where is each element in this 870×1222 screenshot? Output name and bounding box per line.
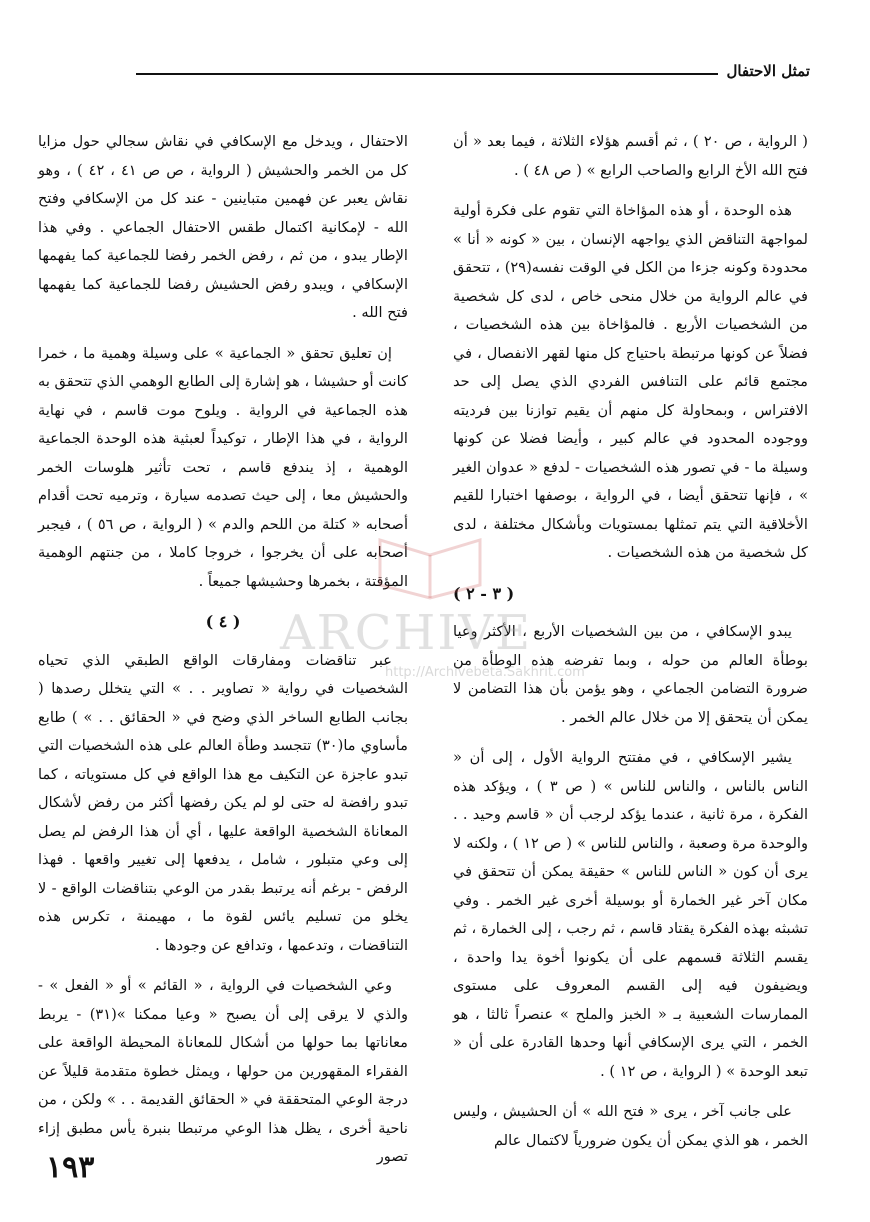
- section-heading: ( ٣ - ٢ ): [453, 583, 515, 603]
- section-heading: ( ٤ ): [205, 612, 241, 631]
- paragraph: وعي الشخصيات في الرواية ، « القائم » أو « الفعل » - والذي لا يرقى إلى أن يصبح « وعيا ممكنا »(٣١) - يربط معاناتها بما حولها من أشكال للمعاناة المحيطة الواقعة على الفقراء المقهورين من حولها ، ويمثل خطوة متقدمة قليلاً عن درجة الوعي المتحققة في « الحقائق القديمة . . » ولكن ، من ناحية أخرى ، يظل هذا الوعي مرتبطا بنبرة يأس مطبق إزاء تصور: [38, 977, 408, 1165]
- watermark: ARCHIVE: [280, 605, 533, 661]
- paragraph: ( الرواية ، ص ٢٠ ) ، ثم أقسم هؤلاء الثلاثة ، فيما بعد « أن فتح الله الأخ الرابع والصاحب الرابع » ( ص ٤٨ ) .: [453, 133, 808, 179]
- header-rule: [136, 73, 810, 75]
- running-head: تمثل الاحتفال: [718, 62, 810, 80]
- watermark-url: http://Archivebeta.Sakhrit.com: [385, 665, 585, 680]
- paragraph: يشير الإسكافي ، في مفتتح الرواية الأول ، إلى أن « الناس بالناس ، والناس للناس » ( ص ٣ ) ، ويؤكد هذه الفكرة ، مرة ثانية ، عندما يؤكد لرجب أن « قاسم وحيد . . والوحدة مرة وصعبة ، والناس للناس » ( ص ١٢ ) ، ولكنه لا يرى أن كون « الناس للناس » حقيقة يمكن أن تتحقق في مكان آخر غير الخمارة أو بوسيلة أخرى غير الخمر . وفي تشبثه بهذه الفكرة يقتاد قاسم ، ثم رجب ، إلى الخمارة ، ثم يقسم الثلاثة قسمهم على أن يكونوا أخوة يدا واحدة ، ويضيفون فيه إلى القسم المعروف على مستوى الممارسات الشعبية بـ « الخبز والملح » عنصراً ثالثا ، هو الخمر ، التي يرى الإسكافي أنها وحدها القادرة على أن « تبعد الوحدة » ( الرواية ، ص ١٢ ) .: [453, 749, 809, 1080]
- paragraph: يبدو الإسكافي ، من بين الشخصيات الأربع ، الأكثر وعيا بوطأة العالم من حوله ، وبما تفرضه هذه الوطأة من ضرورة التضامن الجماعي ، وهو يؤمن بأن هذا التضامن لا يمكن أن يتحقق إلا من خلال عالم الخمر .: [453, 623, 808, 726]
- paragraph: إن تعليق تحقق « الجماعية » على وسيلة وهمية ما ، خمرا كانت أو حشيشا ، هو إشارة إلى الطابع الوهمي الذي تتحقق به هذه الجماعية في الرواية . ويلوح موت قاسم ، في نهاية الرواية ، في هذا الإطار ، توكيداً لعبثية هذه الوحدة الجماعية الوهمية ، إذ يندفع قاسم ، تحت تأثير هلوسات الخمر والحشيش معا ، إلى حيث تصدمه سيارة ، وترميه تحت أقدام أصحابه « كتلة من اللحم والدم » ( الرواية ، ص ٥٦ ) ، فيجبر أصحابه على أن يخرجوا ، خروجا كاملا ، من جنتهم الوهمية المؤقتة ، بخمرها وحشيشها جميعاً .: [38, 344, 408, 590]
- paragraph: هذه الوحدة ، أو هذه المؤاخاة التي تقوم على فكرة أولية لمواجهة التناقض الذي يواجهه الإنسان ، بين « كونه « أنا » محدودة وكونه جزءا من الكل في الوقت نفسه(٢٩) ، تتحقق في عالم الرواية من خلال منحى خاص ، لدى كل شخصية من الشخصيات الأربع . فالمؤاخاة بين هذه الشخصيات ، فضلاً عن كونها مرتبطة باحتياج كل منها لقهر الانفصال ، في مجتمع قائم على التنافس الفردي الذي يصل إلى حد الافتراس ، وبمحاولة كل منهم أن يقيم توازنا بين فرديته ووجوده المحدود في عالم كبير ، وأيضا فضلا عن كونها وسيلة ما - في تصور هذه الشخصيات - لدفع « عدوان الغير » ، فإنها تتحقق أيضا ، في الرواية ، بوصفها اختبارا للقيم الأخلاقية التي يتم تمثلها بمستويات وبأشكال مختلفة ، لدى كل شخصية من هذه الشخصيات .: [453, 202, 808, 561]
- paragraph: على جانب آخر ، يرى « فتح الله » أن الحشيش ، وليس الخمر ، هو الذي يمكن أن يكون ضرورياً لاكتمال عالم: [453, 1103, 808, 1149]
- page-number: ١٩٣: [46, 1150, 95, 1185]
- paragraph: عبر تناقضات ومفارقات الواقع الطبقي الذي تحياه الشخصيات في رواية « تصاوير . . » التي يتخلل رصدها ( بجانب الطابع الساخر الذي وضح في « الحقائق . . » ) طابع مأساوي ما(٣٠) تتجسد وطأة العالم على هذه الشخصيات التي تبدو عاجزة عن التكيف مع هذا الواقع في كل مستوياته ، كما تبدو رافضة له حتى لو لم يكن رفضها أكثر من رفض لأشكال المعاناة الشخصية الواقعة عليها ، أي أن هذا الرفض لم يصل إلى وعي متبلور ، شامل ، يدفعها إلى تغيير واقعها . فهذا الرفض - برغم أنه يرتبط بقدر من الوعي بتناقضات الواقع - لا يخلو من تسليم يائس لقوة ما ، مهيمنة ، تكرس هذه التناقضات ، وتدعمها ، وتدافع عن وجودها .: [38, 651, 408, 954]
- archive-logo-icon: [370, 520, 490, 600]
- paragraph: الاحتفال ، ويدخل مع الإسكافي في نقاش سجالي حول مزايا كل من الخمر والحشيش ( الرواية ، ص ص ٤١ ، ٤٢ ) ، وهو نقاش يعبر عن فهمين متباينين - عند كل من الإسكافي وفتح الله - لإمكانية اكتمال طقس الاحتفال الجماعي . وفي هذا الإطار يبدو ، من ثم ، رفض الخمر رفضا للجماعية كما يفهمها الإسكافي ، ويبدو رفض الحشيش رفضا للجماعية كما يفهمها فتح الله .: [38, 133, 408, 321]
